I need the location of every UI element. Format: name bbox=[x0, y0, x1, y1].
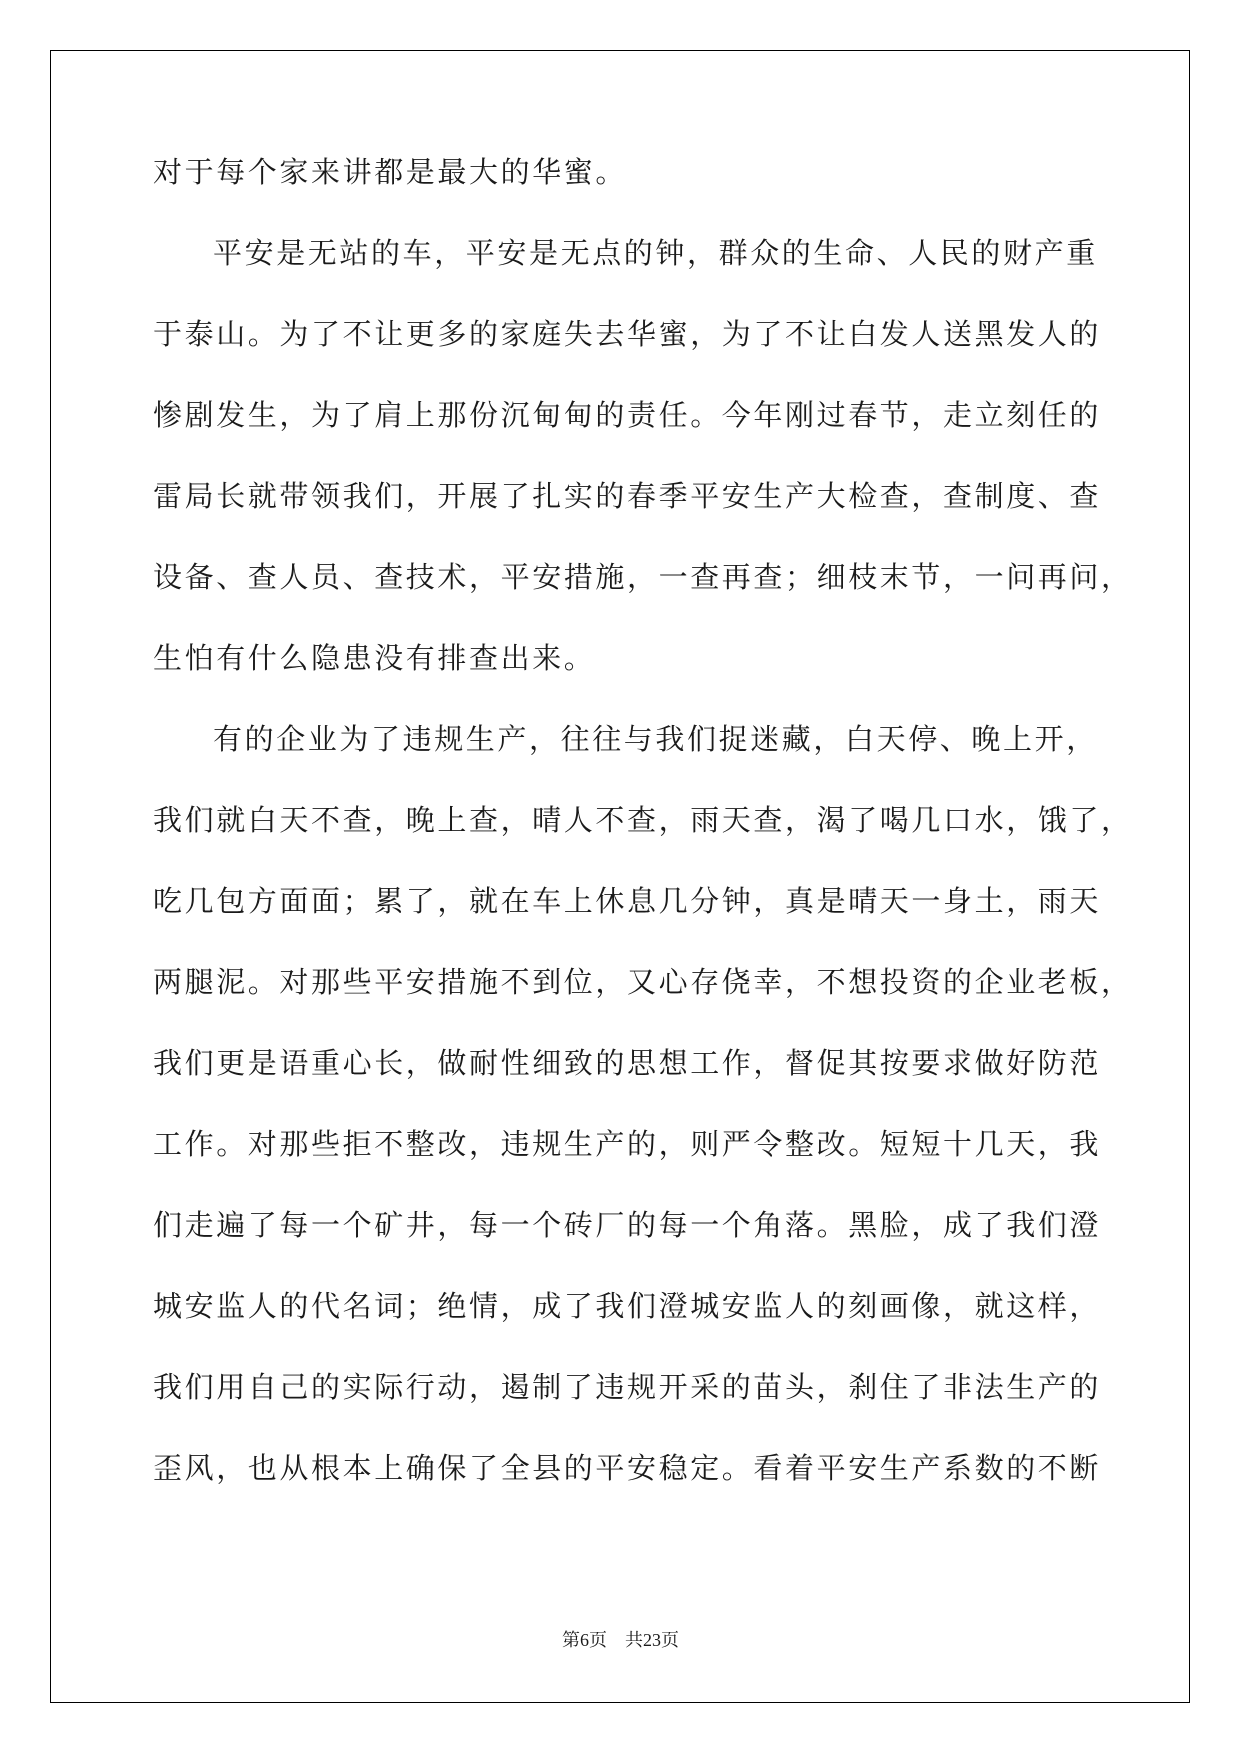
page-footer bbox=[0, 1631, 1241, 1649]
text-line: 惨剧发生，为了肩上那份沉甸甸的责任。今年刚过春节，走立刻任的 bbox=[153, 398, 1102, 432]
text-line: 对于每个家来讲都是最大的华蜜。 bbox=[153, 155, 628, 189]
text-line: 我们更是语重心长，做耐性细致的思想工作，督促其按要求做好防范 bbox=[153, 1046, 1102, 1080]
text-line: 生怕有什么隐患没有排查出来。 bbox=[153, 641, 596, 675]
page-number: 第6页 bbox=[562, 1630, 607, 1650]
text-line: 城安监人的代名词；绝情，成了我们澄城安监人的刻画像，就这样， bbox=[153, 1289, 1102, 1323]
text-line: 两腿泥。对那些平安措施不到位，又心存侥幸，不想投资的企业老板， bbox=[153, 965, 1133, 999]
text-line: 设备、查人员、查技术，平安措施，一查再查；细枝末节，一问再问， bbox=[153, 560, 1133, 594]
text-line: 我们用自己的实际行动，遏制了违规开采的苗头，刹住了非法生产的 bbox=[153, 1370, 1102, 1404]
text-line: 雷局长就带领我们，开展了扎实的春季平安生产大检查，查制度、查 bbox=[153, 479, 1102, 513]
text-line: 工作。对那些拒不整改，违规生产的，则严令整改。短短十几天，我 bbox=[153, 1127, 1102, 1161]
text-line: 平安是无站的车，平安是无点的钟，群众的生命、人民的财产重 bbox=[213, 236, 1098, 270]
text-line: 我们就白天不查，晚上查，晴人不查，雨天查，渴了喝几口水，饿了， bbox=[153, 803, 1133, 837]
total-pages: 共23页 bbox=[625, 1630, 679, 1650]
document-body bbox=[153, 155, 1133, 1535]
text-line: 们走遍了每一个矿井，每一个砖厂的每一个角落。黑脸，成了我们澄 bbox=[153, 1208, 1102, 1242]
text-line: 有的企业为了违规生产，往往与我们捉迷藏，白天停、晚上开， bbox=[213, 722, 1098, 756]
text-line: 于泰山。为了不让更多的家庭失去华蜜，为了不让白发人送黑发人的 bbox=[153, 317, 1102, 351]
text-line: 歪风，也从根本上确保了全县的平安稳定。看着平安生产系数的不断 bbox=[153, 1451, 1102, 1485]
text-line: 吃几包方面面；累了，就在车上休息几分钟，真是晴天一身土，雨天 bbox=[153, 884, 1102, 918]
